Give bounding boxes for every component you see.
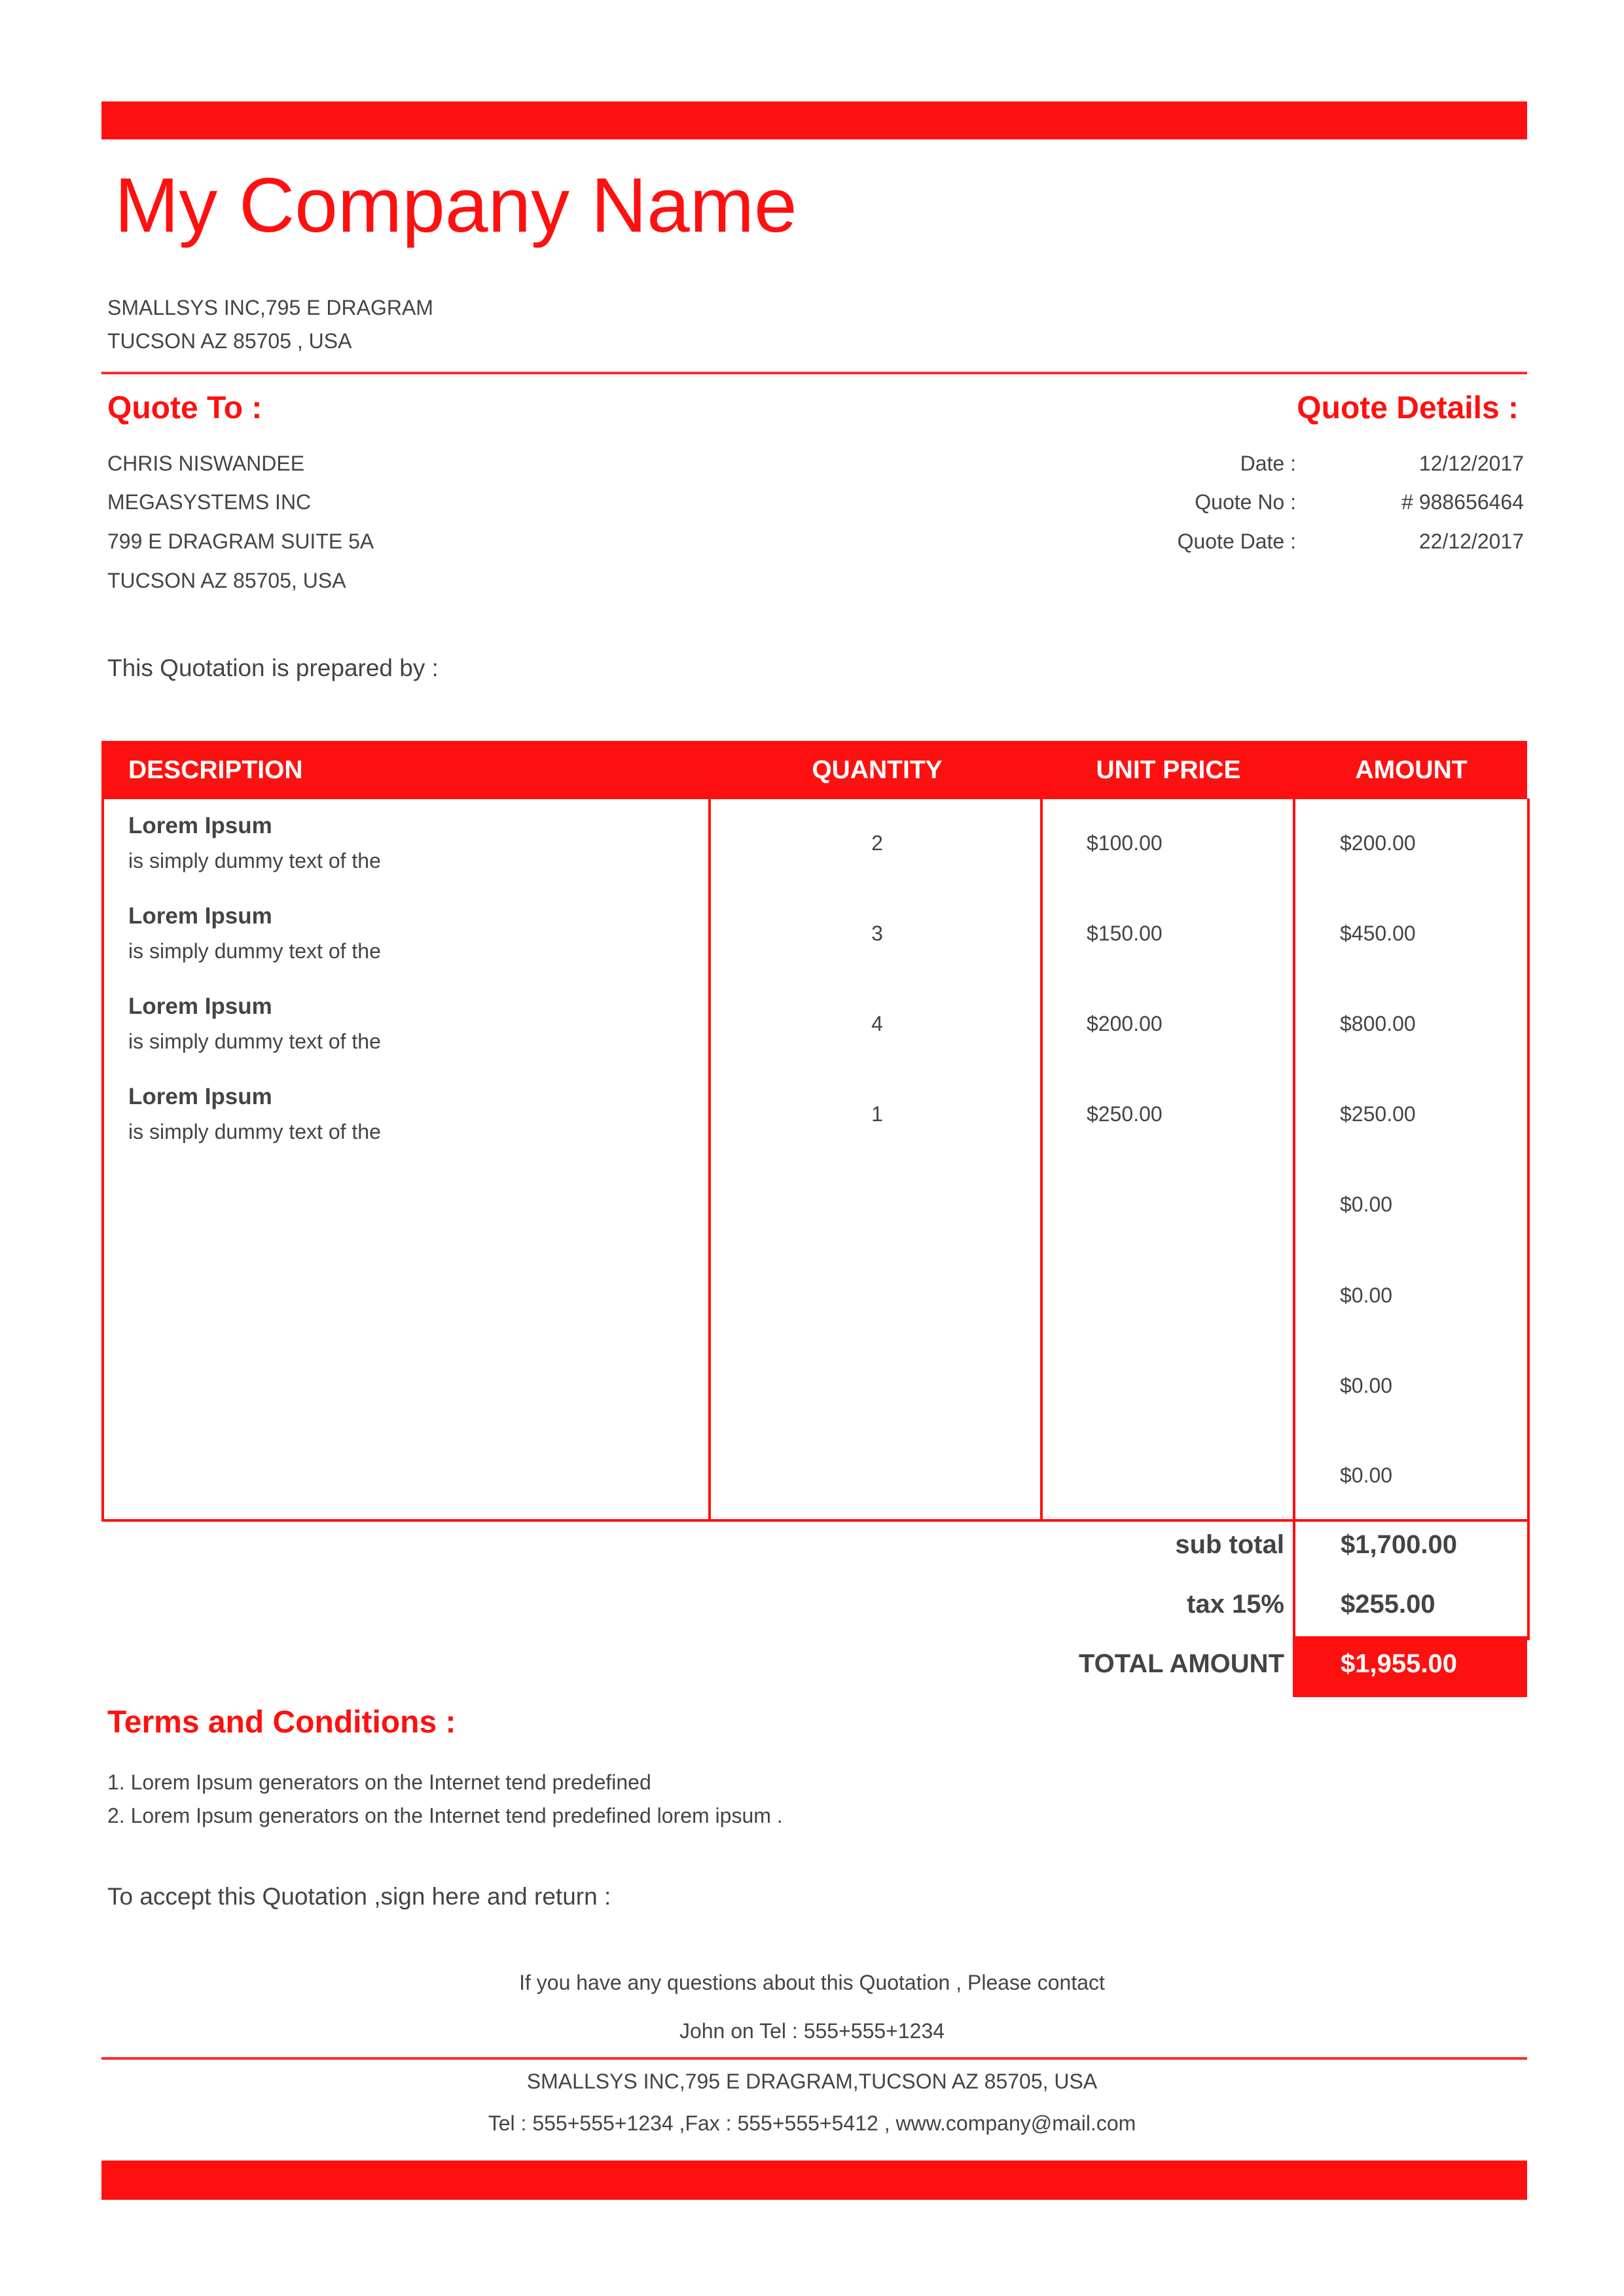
terms-title: Terms and Conditions :	[107, 1705, 456, 1740]
company-address-line1: SMALLSYS INC,795 E DRAGRAM	[107, 296, 433, 319]
accept-instructions: To accept this Quotation ,sign here and return :	[107, 1883, 611, 1910]
prepared-by-text: This Quotation is prepared by :	[107, 655, 439, 681]
footer-address: SMALLSYS INC,795 E DRAGRAM,TUCSON AZ 85705, USA	[526, 2070, 1098, 2093]
table-body	[101, 798, 1530, 1522]
empty-amount: $0.00	[1340, 1463, 1393, 1487]
quote-to-title: Quote To :	[107, 391, 262, 425]
col-unit-price-header: UNIT PRICE	[1096, 756, 1241, 784]
quote-to-street: 799 E DRAGRAM SUITE 5A	[107, 529, 374, 553]
total-amount-value: $1,955.00	[1341, 1649, 1457, 1678]
item-description: is simply dummy text of the	[128, 1030, 381, 1053]
terms-line: 2. Lorem Ipsum generators on the Internet tend predefined lorem ipsum .	[107, 1804, 783, 1827]
item-quantity: 3	[871, 922, 883, 945]
quote-date2-value: 22/12/2017	[1418, 529, 1524, 553]
footer-divider	[101, 2057, 1527, 2060]
item-description: is simply dummy text of the	[128, 1120, 381, 1143]
item-unit-price: $200.00	[1087, 1012, 1163, 1035]
tax-value: $255.00	[1341, 1590, 1435, 1619]
col-amount-header: AMOUNT	[1355, 756, 1468, 784]
item-quantity: 2	[871, 831, 883, 855]
quote-date-label: Date :	[1240, 452, 1296, 475]
item-quantity: 1	[871, 1102, 883, 1126]
footer-phone-fax: Tel : 555+555+1234 ,Fax : 555+555+5412 , www.company@mail.com	[488, 2111, 1136, 2135]
subtotal-value: $1,700.00	[1341, 1530, 1457, 1559]
empty-amount: $0.00	[1340, 1283, 1393, 1307]
item-title: Lorem Ipsum	[128, 813, 272, 838]
item-amount: $800.00	[1340, 1012, 1416, 1035]
item-amount: $200.00	[1340, 831, 1416, 855]
column-divider	[708, 798, 711, 1520]
top-accent-bar	[101, 101, 1527, 139]
tax-label: tax 15%	[1187, 1590, 1284, 1619]
item-unit-price: $250.00	[1087, 1102, 1163, 1126]
company-name: My Company Name	[115, 162, 797, 249]
empty-amount: $0.00	[1340, 1374, 1393, 1397]
header-divider	[101, 372, 1527, 374]
item-unit-price: $150.00	[1087, 922, 1163, 945]
item-quantity: 4	[871, 1012, 883, 1035]
empty-amount: $0.00	[1340, 1193, 1393, 1216]
quote-no-label: Quote No :	[1195, 490, 1296, 514]
bottom-accent-bar	[101, 2161, 1527, 2200]
quote-to-name: CHRIS NISWANDEE	[107, 452, 305, 475]
footer-contact-line1: If you have any questions about this Quotation , Please contact	[519, 1971, 1105, 1994]
item-description: is simply dummy text of the	[128, 849, 381, 872]
item-unit-price: $100.00	[1087, 831, 1163, 855]
total-amount-label: TOTAL AMOUNT	[1078, 1649, 1284, 1678]
quote-to-company: MEGASYSTEMS INC	[107, 490, 312, 514]
item-description: is simply dummy text of the	[128, 939, 381, 963]
quote-no-value: # 988656464	[1401, 490, 1524, 514]
terms-line: 1. Lorem Ipsum generators on the Internet tend predefined	[107, 1770, 651, 1794]
item-title: Lorem Ipsum	[128, 994, 272, 1019]
item-title: Lorem Ipsum	[128, 903, 272, 929]
quote-to-city: TUCSON AZ 85705, USA	[107, 569, 346, 592]
item-title: Lorem Ipsum	[128, 1084, 272, 1109]
footer-contact-line2: John on Tel : 555+555+1234	[679, 2019, 945, 2043]
company-address-line2: TUCSON AZ 85705 , USA	[107, 329, 352, 353]
quote-date2-label: Quote Date :	[1177, 529, 1296, 553]
column-divider	[1293, 798, 1295, 1520]
col-quantity-header: QUANTITY	[812, 756, 943, 784]
quote-date-value: 12/12/2017	[1418, 452, 1524, 475]
item-amount: $250.00	[1340, 1102, 1416, 1126]
col-description-header: DESCRIPTION	[128, 756, 303, 784]
quote-details-title: Quote Details :	[1297, 391, 1519, 425]
column-divider	[1040, 798, 1043, 1520]
subtotal-label: sub total	[1175, 1530, 1284, 1559]
item-amount: $450.00	[1340, 922, 1416, 945]
